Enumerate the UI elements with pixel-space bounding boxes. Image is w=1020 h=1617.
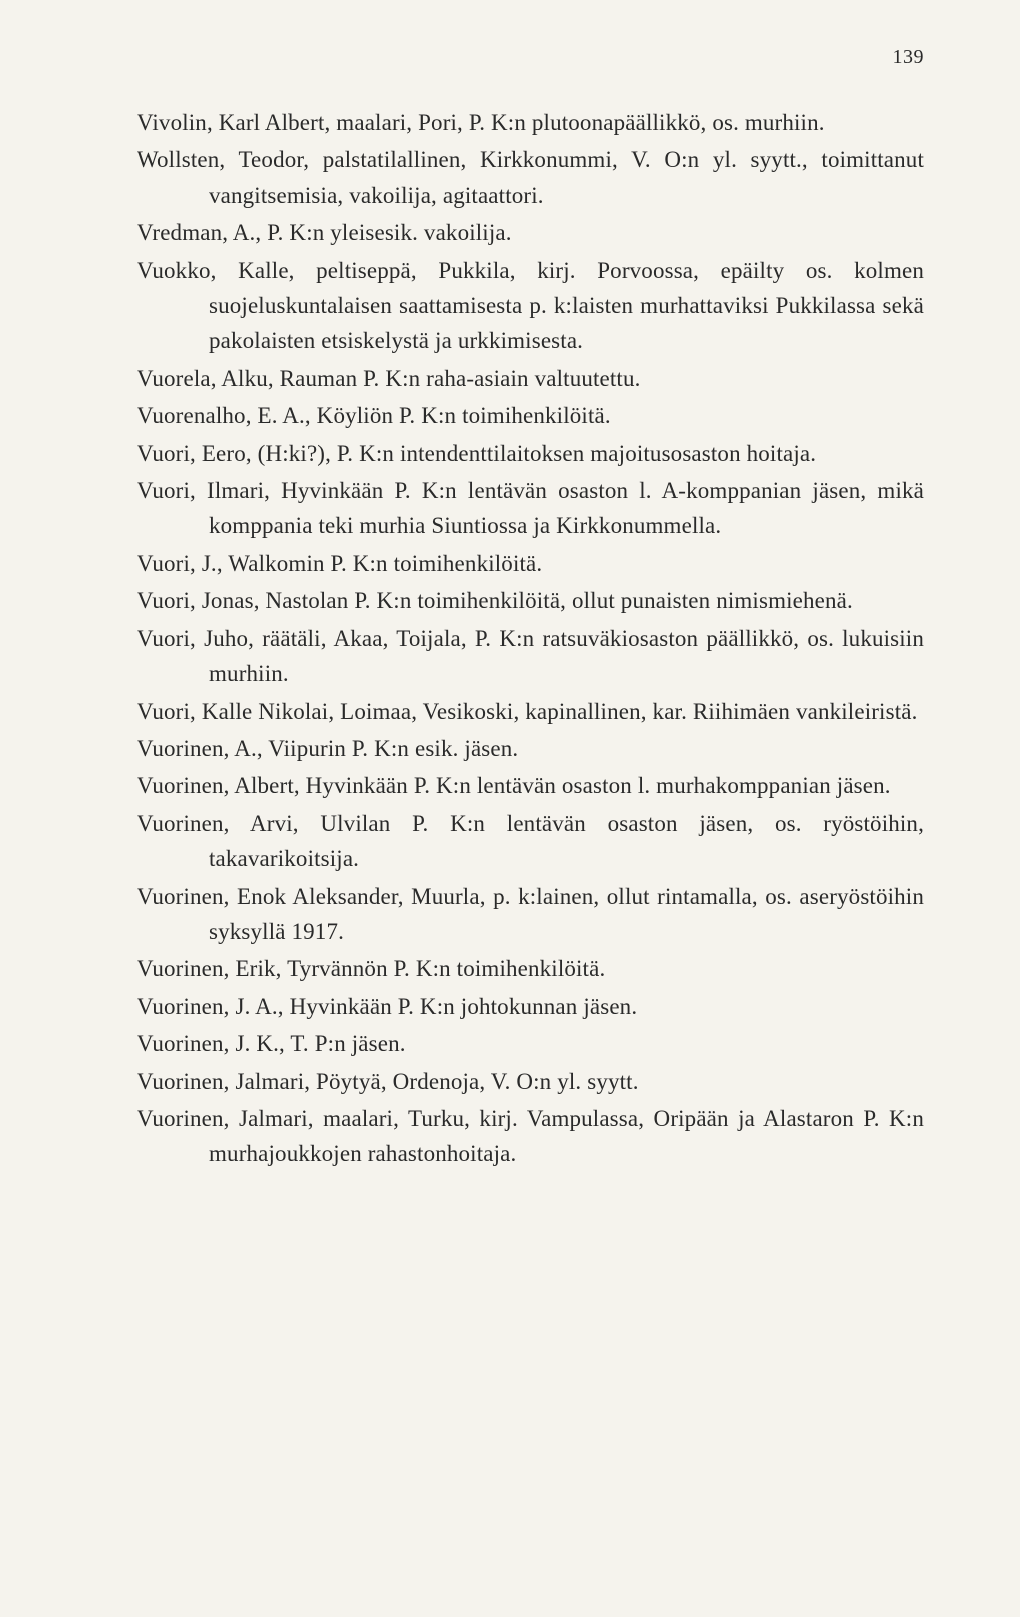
list-item: Vuokko, Kalle, peltiseppä, Pukkila, kirj. Porvoossa, epäilty os. kolmen suojeluskuntalaisen saattamisesta p. k:laisten murhattaviksi Pukkilassa sekä pakolaisten etsiskelystä ja urkkimisesta. — [137, 257, 924, 354]
page-number: 139 — [892, 46, 924, 68]
list-item: Vuori, Kalle Nikolai, Loimaa, Vesikoski, kapinallinen, kar. Riihimäen vankileiristä. — [137, 698, 918, 724]
list-item: Vuorinen, A., Viipurin P. K:n esik. jäsen. — [137, 735, 519, 761]
list-item: Vuori, J., Walkomin P. K:n toimihenkilöitä. — [137, 550, 543, 576]
list-item: Vuorenalho, E. A., Köyliön P. K:n toimihenkilöitä. — [137, 403, 611, 429]
entry-list — [137, 105, 924, 1172]
list-item: Vivolin, Karl Albert, maalari, Pori, P. K:n plutoonapäällikkö, os. murhiin. — [137, 110, 825, 135]
list-item: Vuorinen, Enok Aleksander, Muurla, p. k:lainen, ollut rintamalla, os. aseryöstöihin syksyllä 1917. — [137, 883, 924, 944]
list-item: Vuorinen, J. A., Hyvinkään P. K:n johtokunnan jäsen. — [137, 993, 638, 1019]
list-item: Vuorinen, Arvi, Ulvilan P. K:n lentävän osaston jäsen, os. ryöstöihin, takavarikoitsija. — [137, 810, 924, 872]
list-item: Vuori, Eero, (H:ki?), P. K:n intendenttilaitoksen majoitusosaston hoitaja. — [137, 440, 817, 466]
list-item: Vuorinen, Jalmari, maalari, Turku, kirj. Vampulassa, Oripään ja Alastaron P. K:n murhajoukkojen rahastonhoitaja. — [137, 1105, 924, 1167]
list-item: Vuori, Jonas, Nastolan P. K:n toimihenkilöitä, ollut punaisten nimismiehenä. — [137, 588, 853, 614]
list-item: Vuori, Juho, räätäli, Akaa, Toijala, P. K:n ratsuväkiosaston päällikkö, os. lukuisiin murhiin. — [137, 625, 924, 687]
list-item: Vuori, Ilmari, Hyvinkään P. K:n lentävän osaston l. A-komppanian jäsen, mikä komppania teki murhia Siuntiossa ja Kirkkonummella. — [137, 478, 924, 539]
list-item: Vuorinen, Jalmari, Pöytyä, Ordenoja, V. O:n yl. syytt. — [137, 1068, 639, 1094]
list-item: Vredman, A., P. K:n yleisesik. vakoilija. — [137, 220, 512, 246]
list-item: Wollsten, Teodor, palstatilallinen, Kirkkonummi, V. O:n yl. syytt., toimittanut vangitsemisia, vakoilija, agitaattori. — [137, 147, 924, 208]
list-item: Vuorinen, Erik, Tyrvännön P. K:n toimihenkilöitä. — [137, 956, 606, 982]
list-item: Vuorela, Alku, Rauman P. K:n raha-asiain valtuutettu. — [137, 365, 641, 391]
list-item: Vuorinen, J. K., T. P:n jäsen. — [137, 1031, 406, 1057]
list-item: Vuorinen, Albert, Hyvinkään P. K:n lentävän osaston l. murhakomppanian jäsen. — [137, 773, 891, 799]
